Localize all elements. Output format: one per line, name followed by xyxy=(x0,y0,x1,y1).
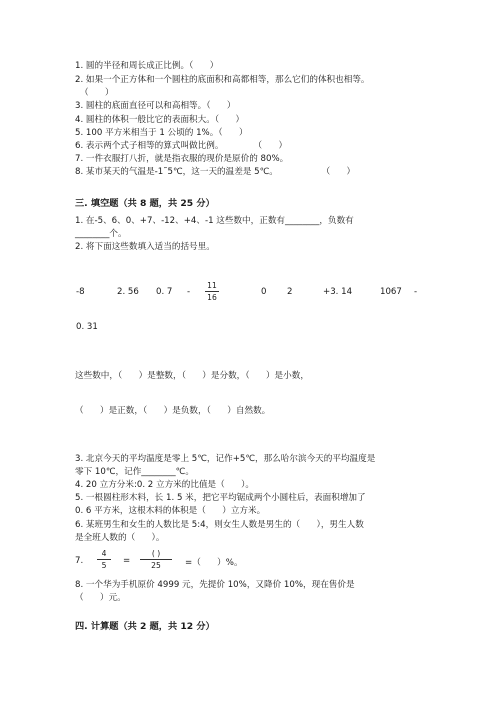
fraction-denominator: 25 xyxy=(151,561,161,570)
fraction-bar xyxy=(140,559,172,560)
number-item: 2. 56 xyxy=(117,287,139,297)
fraction-4-5 xyxy=(97,549,111,570)
number-item: +3. 14 xyxy=(323,287,353,297)
judge-q7: 7. 一件衣服打八折，就是指衣服的现价是原价的 80%。 xyxy=(75,154,289,164)
judge-q3: 3. 圆柱的底面直径可以和高相等。（ ） xyxy=(75,101,236,111)
fill-q5-line2: 0. 6 平方米，这根木料的体积是（ ）立方米。 xyxy=(75,506,266,516)
fraction-bar xyxy=(97,559,111,560)
fraction-denominator: 5 xyxy=(101,561,107,570)
fraction-denominator: 16 xyxy=(207,293,217,302)
fill-q6-line1: 6. 某班男生和女生的人数比是 5:4，则女生人数是男生的（ ），男生人数 xyxy=(75,520,364,530)
fill-q7-rest: =（ ）%。 xyxy=(185,558,243,568)
fill-q7-label: 7. xyxy=(75,556,84,566)
judge-q6: 6. 表示两个式子相等的算式叫做比例。 （ ） xyxy=(75,141,288,151)
judge-q2-answer: （ ） xyxy=(80,88,114,98)
judge-q1: 1. 圆的半径和周长成正比例。（ ） xyxy=(75,61,219,71)
fill-q8-line1: 8. 一个华为手机原价 4999 元，先提价 10%，又降价 10%，现在售价是 xyxy=(75,580,355,590)
fill-q1-line2: ________个。 xyxy=(75,229,127,239)
equals-sign: = xyxy=(123,556,131,566)
fill-q6-line2: 是全班人数的（ ）。 xyxy=(75,533,165,543)
number-item: 2 xyxy=(287,287,293,297)
fraction-11-16 xyxy=(205,281,219,302)
fill-q3-line2: 零下 10℃，记作________℃。 xyxy=(75,467,194,477)
fill-q1-line1: 1. 在-5、6、0、+7、-12、+4、-1 这些数中，正数有________，负数有 xyxy=(75,216,354,226)
classify-line2: （ ）是正数，（ ）是负数，（ ）自然数。 xyxy=(75,406,271,416)
fill-q4: 4. 20 立方分米:0. 2 立方米的比值是（ ）。 xyxy=(75,480,255,490)
minus-sign: - xyxy=(187,287,191,297)
classify-line1: 这些数中，（ ）是整数，（ ）是分数，（ ）是小数， xyxy=(75,371,309,381)
fraction-blank-25 xyxy=(140,549,172,570)
fill-q5-line1: 5. 一根圆柱形木料，长 1. 5 米，把它平均锯成两个小圆柱后，表面积增加了 xyxy=(75,493,366,503)
number-item: -8 xyxy=(76,287,85,297)
fraction-numerator: ( ) xyxy=(151,549,161,558)
number-item: 1067 xyxy=(380,287,402,297)
fill-q2: 2. 将下面这些数填入适当的括号里。 xyxy=(75,242,215,252)
fraction-numerator: 4 xyxy=(101,549,107,558)
minus-sign: - xyxy=(414,287,418,297)
number-item: 0 xyxy=(261,287,267,297)
number-item: 0. 7 xyxy=(156,287,173,297)
number-item: 0. 31 xyxy=(76,322,98,332)
judge-q2: 2. 如果一个正方体和一个圆柱的底面积和高都相等，那么它们的体积也相等。 xyxy=(75,75,370,85)
fill-q8-line2: （ ）元。 xyxy=(75,593,126,603)
judge-q4: 4. 圆柱的体积一般比它的表面积大。（ ） xyxy=(75,115,245,125)
fill-q3-line1: 3. 北京今天的平均温度是零上 5℃，记作+5℃，那么哈尔滨今天的平均温度是 xyxy=(75,454,376,464)
judge-q5: 5. 100 平方米相当于 1 公顷的 1%。（ ） xyxy=(75,128,248,138)
fraction-bar xyxy=(205,291,219,292)
judge-q8: 8. 某市某天的气温是-1˜5℃，这一天的温差是 5℃。 （ ） xyxy=(75,167,356,177)
section-3-title: 三. 填空题（共 8 题，共 25 分） xyxy=(75,198,215,209)
section-4-title: 四. 计算题（共 2 题，共 12 分） xyxy=(75,621,215,632)
fraction-numerator: 11 xyxy=(207,281,217,290)
